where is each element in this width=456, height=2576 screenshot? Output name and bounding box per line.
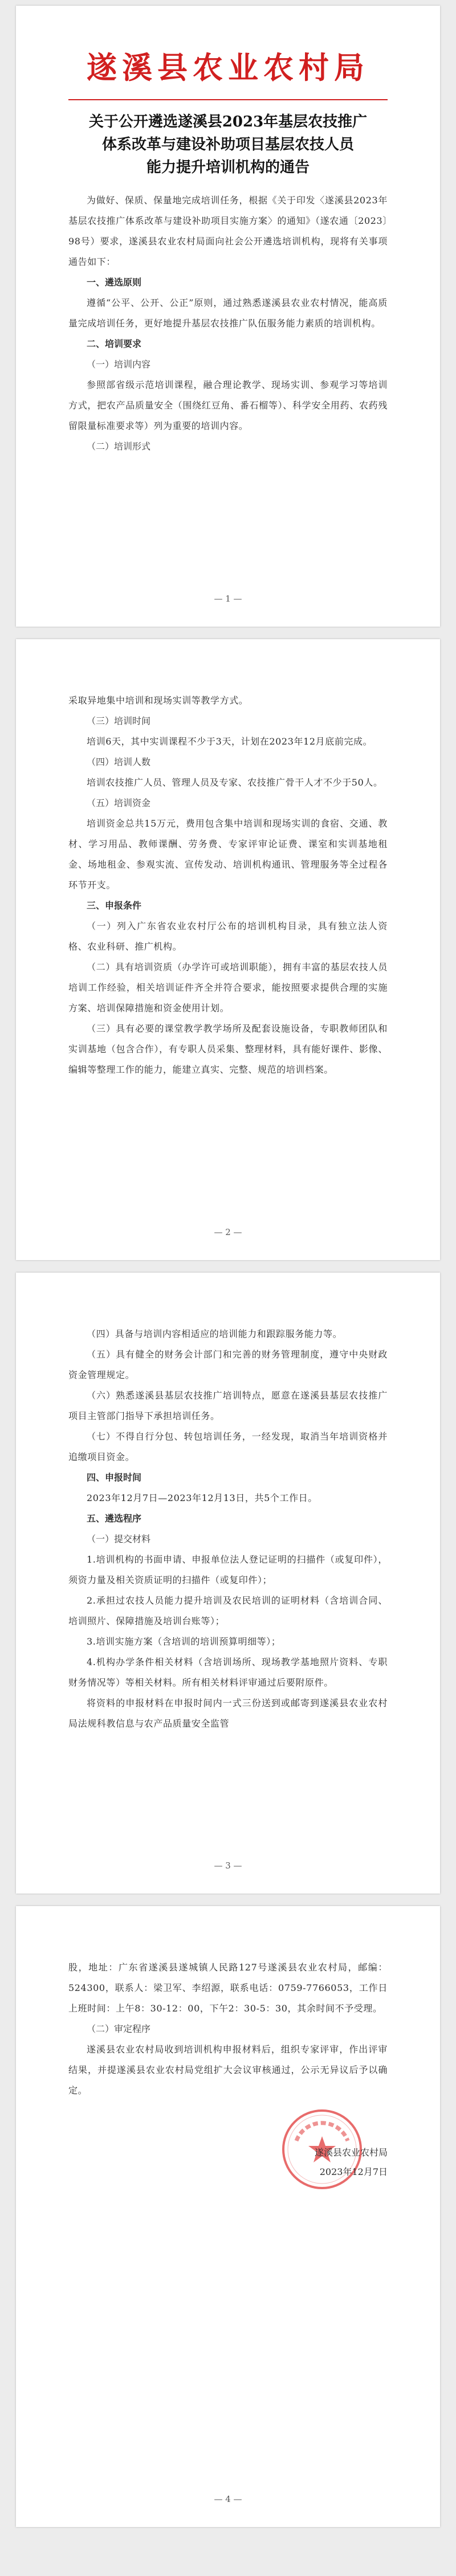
page-number: — 2 — [214,1227,242,1237]
subsection-heading: （二）审定程序 [87,2023,151,2034]
red-rule [68,99,388,100]
subsection-heading: （一）培训内容 [87,359,151,370]
paragraph: 培训农技推广人员、管理人员及专家、农技推广骨干人才不少于50人。 [87,777,383,788]
paragraph: 采取异地集中培训和现场实训等教学方式。 [68,695,249,706]
subsection-heading: （二）培训形式 [87,441,151,452]
section-heading: 四、申报时间 [87,1472,142,1483]
paragraph: 培训6天，其中实训课程不少于3天，计划在2023年12月底前完成。 [87,736,373,747]
document-page-3 [16,1273,440,1894]
list-item: 3.培训实施方案（含培训的培训预算明细等）； [87,1636,281,1647]
paragraph: 2023年12月7日—2023年12月13日，共5个工作日。 [87,1493,317,1503]
paragraph: （五）具有健全的财务会计部门和完善的财务管理制度，遵守中央财政资金管理规定。 [68,1349,388,1380]
paragraph: （二）具有培训资质（办学许可或培训职能），拥有丰富的基层农技人员培训工作经验，相关培训证件齐全并符合要求，能按照要求提供合理的实施方案、培训保障措施和资金使用计划。 [68,962,388,1013]
section-heading: 一、遴选原则 [87,277,142,288]
paragraph: （四）具备与培训内容相适应的培训能力和跟踪服务能力等。 [87,1328,343,1339]
list-item: 4.机构办学条件相关材料（含培训场所、现场教学基地照片资料、专职财务情况等）等相关材料。所有相关材料评审通过后要附原件。 [68,1657,388,1688]
paragraph: 遂溪县农业农村局收到培训机构申报材料后，组织专家评审，作出评审结果，并提遂溪县农业农村局党组扩大会议审核通过，公示无异议后予以确定。 [68,2044,388,2096]
list-item: 1.培训机构的书面申请、申报单位法人登记证明的扫描件（或复印件），须资力量及相关资质证明的扫描件（或复印件）； [68,1554,388,1585]
section-heading: 五、遴选程序 [87,1513,142,1524]
paragraph: 培训资金总共15万元，费用包含集中培训和现场实训的食宿、交通、教材、学习用品、教师课酬、劳务费、专家评审论证费、课室和实训基地租金、场地租金、参观实流、宣传发动、培训机构通讯、管理服务等全过程各环节开支。 [68,818,388,890]
page-number: — 4 — [214,2494,242,2504]
signature-block [68,2107,388,2203]
page-number: — 1 — [214,594,242,604]
page-number: — 3 — [214,1861,242,1871]
subsection-heading: （四）培训人数 [87,757,151,767]
paragraph: 股，地址：广东省遂溪县遂城镇人民路127号遂溪县农业农村局，邮编：524300，联系人：梁卫军、李绍源，联系电话：0759-7766053，工作日上班时间：上午8：30-12：00，下午2：30-5：30，其余时间不予受理。 [68,1962,388,2014]
signature [315,2143,388,2182]
paragraph: 遵循“公平、公开、公正”原则，通过熟悉遂溪县农业农村情况，能高质量完成培训任务，更好地提升基层农技推广队伍服务能力素质的培训机构。 [68,297,388,329]
document-page-4 [16,1906,440,2527]
section-heading: 三、申报条件 [87,900,142,911]
doc-title-line: 关于公开遴选遂溪县2023年基层农技推广 [88,113,368,130]
signature-date: 2023年12月7日 [319,2166,388,2177]
section-heading: 二、培训要求 [87,338,142,349]
document-page-2 [16,639,440,1260]
subsection-heading: （五）培训资金 [87,798,151,808]
intro-paragraph: 为做好、保质、保量地完成培训任务，根据《关于印发〈遂溪县2023年基层农技推广体系改革与建设补助项目实施方案〉的通知》（遂农通〔2023〕98号）要求，遂溪县农业农村局面向社会公开遴选培训机构，现将有关事项通告如下： [68,195,388,267]
doc-title-line: 体系改革与建设补助项目基层农技人员 [101,136,354,153]
paragraph: （七）不得自行分包、转包培训任务，一经发现，取消当年培训资格并追缴项目资金。 [68,1431,388,1462]
paragraph: 将资料的申报材料在申报时间内一式三份送到或邮寄到遂溪县农业农村局法规科教信息与农产品质量安全监管 [68,1698,388,1729]
doc-title [68,111,388,179]
document-page-1 [16,6,440,627]
signature-org: 遂溪县农业农村局 [314,2147,388,2158]
subsection-heading: （三）培训时间 [87,715,151,726]
subsection-heading: （一）提交材料 [87,1534,151,1544]
paragraph: 参照部省级示范培训课程，融合理论教学、现场实训、参观学习等培训方式，把农产品质量安全（围绕红豆角、番石榴等）、科学安全用药、农药残留限量标准要求等）列为重要的培训内容。 [68,379,388,431]
paragraph: （六）熟悉遂溪县基层农技推广培训特点，愿意在遂溪县基层农技推广项目主管部门指导下承担培训任务。 [68,1390,388,1421]
paragraph: （一）列入广东省农业农村厅公布的培训机构目录，具有独立法人资格、农业科研、推广机构。 [68,921,388,952]
doc-title-line: 能力提升培训机构的通告 [146,159,310,176]
paragraph: （三）具有必要的课堂教学教学场所及配套设施设备，专职教师团队和实训基地（包含合作），有专职人员采集、整理材料，具有能好课件、影像、编辑等整理工作的能力，能建立真实、完整、规范的培训档案。 [68,1023,388,1075]
list-item: 2.承担过农技人员能力提升培训及农民培训的证明材料（含培训合同、培训照片、保障措施及培训台账等）； [68,1595,388,1626]
org-header: 遂溪县农业农村局 [87,51,369,85]
